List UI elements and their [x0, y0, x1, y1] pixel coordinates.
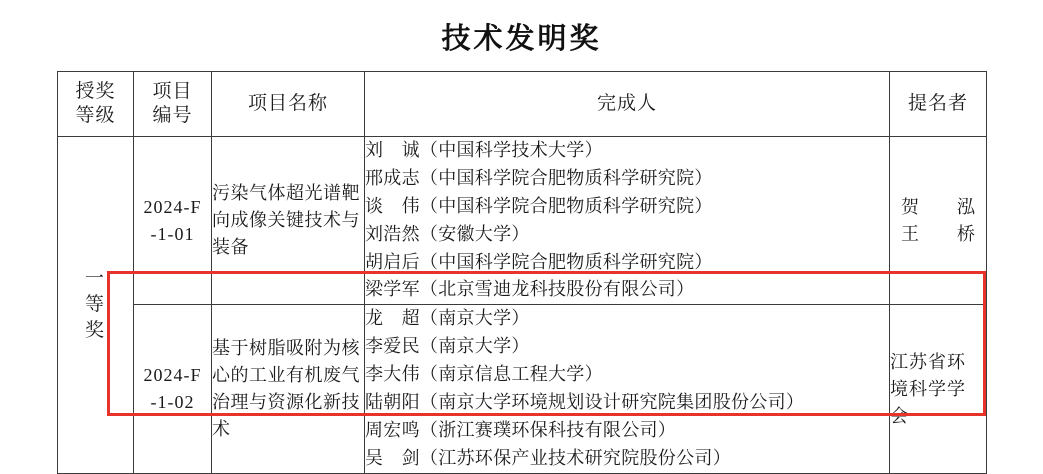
person-entry: [365, 305, 889, 333]
column-header-code-line1: 项目: [152, 81, 193, 103]
person-entry: [365, 221, 889, 249]
person-affiliation: （中国科学技术大学）: [419, 140, 603, 160]
table-header-row: [58, 72, 987, 137]
person-affiliation: （中国科学院合肥物质科学研究院）: [419, 195, 713, 216]
people-cell: [365, 305, 890, 473]
project-code-line2: -1-02: [150, 392, 195, 413]
table-body: [58, 137, 987, 474]
person-name: 邢成志: [365, 167, 420, 188]
nominator-line: 境科学学: [890, 378, 966, 399]
person-affiliation: （安徽大学）: [419, 223, 530, 244]
table-row: [58, 305, 987, 473]
person-entry: [365, 249, 889, 277]
person-name: 刘浩然: [365, 223, 420, 244]
person-name: 陆朝阳: [365, 392, 420, 413]
person-name: 吴 剑: [365, 447, 420, 468]
project-code-cell: [134, 137, 212, 305]
table-header: [58, 72, 987, 137]
person-affiliation: （南京大学）: [419, 308, 530, 329]
project-name-cell: 污染气体超光谱靶向成像关键技术与装备: [212, 137, 365, 305]
column-header-code: [134, 72, 212, 137]
person-affiliation: （南京大学环境规划设计研究院集团股份公司）: [419, 392, 805, 413]
column-header-nominator: 提名者: [890, 72, 987, 137]
nominator-line: 会: [890, 405, 909, 426]
nominator-cell: [890, 305, 987, 473]
person-name: 李大伟: [365, 364, 420, 385]
award-grade-cell: [58, 137, 134, 474]
person-affiliation: （南京信息工程大学）: [419, 364, 603, 385]
person-entry: [365, 276, 889, 304]
nominator-line: 江苏省环: [890, 351, 966, 372]
person-entry: [365, 165, 889, 193]
column-header-project-name: 项目名称: [212, 72, 365, 137]
person-name: 周宏鸣: [365, 419, 420, 440]
person-entry: [365, 389, 889, 417]
person-name: 龙 超: [365, 308, 420, 329]
nominator-cell: [890, 137, 987, 305]
person-affiliation: （南京大学）: [419, 336, 530, 357]
person-affiliation: （中国科学院合肥物质科学研究院）: [419, 167, 713, 188]
person-entry: [365, 137, 889, 165]
table-row: [58, 137, 987, 305]
project-code-line2: -1-01: [150, 223, 195, 244]
column-header-people: 完成人: [365, 72, 890, 137]
person-name: 刘 诚: [365, 140, 420, 160]
project-code-line1: 2024-F: [143, 196, 202, 217]
project-code-line1: 2024-F: [143, 365, 202, 386]
column-header-grade: [58, 72, 134, 137]
award-table: [57, 71, 987, 474]
award-grade-char-1: 一: [84, 268, 106, 290]
column-header-grade-line2: 等级: [75, 105, 116, 126]
award-grade-char-3: 奖: [84, 319, 106, 341]
person-entry: [365, 193, 889, 221]
person-entry: [365, 445, 889, 473]
person-affiliation: （江苏环保产业技术研究院股份公司）: [419, 447, 732, 468]
column-header-grade-line1: 授奖: [75, 81, 116, 103]
person-name: 李爱民: [365, 336, 420, 357]
people-cell: [365, 137, 890, 305]
award-table-container: [57, 71, 986, 474]
nominator-line: 贺 泓: [901, 196, 985, 217]
person-affiliation: （浙江赛璞环保科技有限公司）: [419, 419, 677, 440]
project-name-cell: 基于树脂吸附为核心的工业有机废气治理与资源化新技术: [212, 305, 365, 473]
person-name: 谈 伟: [365, 195, 420, 216]
person-entry: [365, 417, 889, 445]
project-code-cell: [134, 305, 212, 473]
nominator-line: 王 桥: [901, 223, 985, 244]
column-header-code-line2: 编号: [152, 105, 193, 126]
person-affiliation: （北京雪迪龙科技股份有限公司）: [419, 279, 695, 300]
person-name: 梁学军: [365, 279, 420, 300]
person-entry: [365, 361, 889, 389]
person-entry: [365, 333, 889, 361]
person-name: 胡启后: [365, 251, 420, 272]
page-title: 技术发明奖: [441, 23, 602, 55]
award-grade-char-2: 等: [84, 294, 106, 316]
person-affiliation: （中国科学院合肥物质科学研究院）: [419, 251, 713, 272]
